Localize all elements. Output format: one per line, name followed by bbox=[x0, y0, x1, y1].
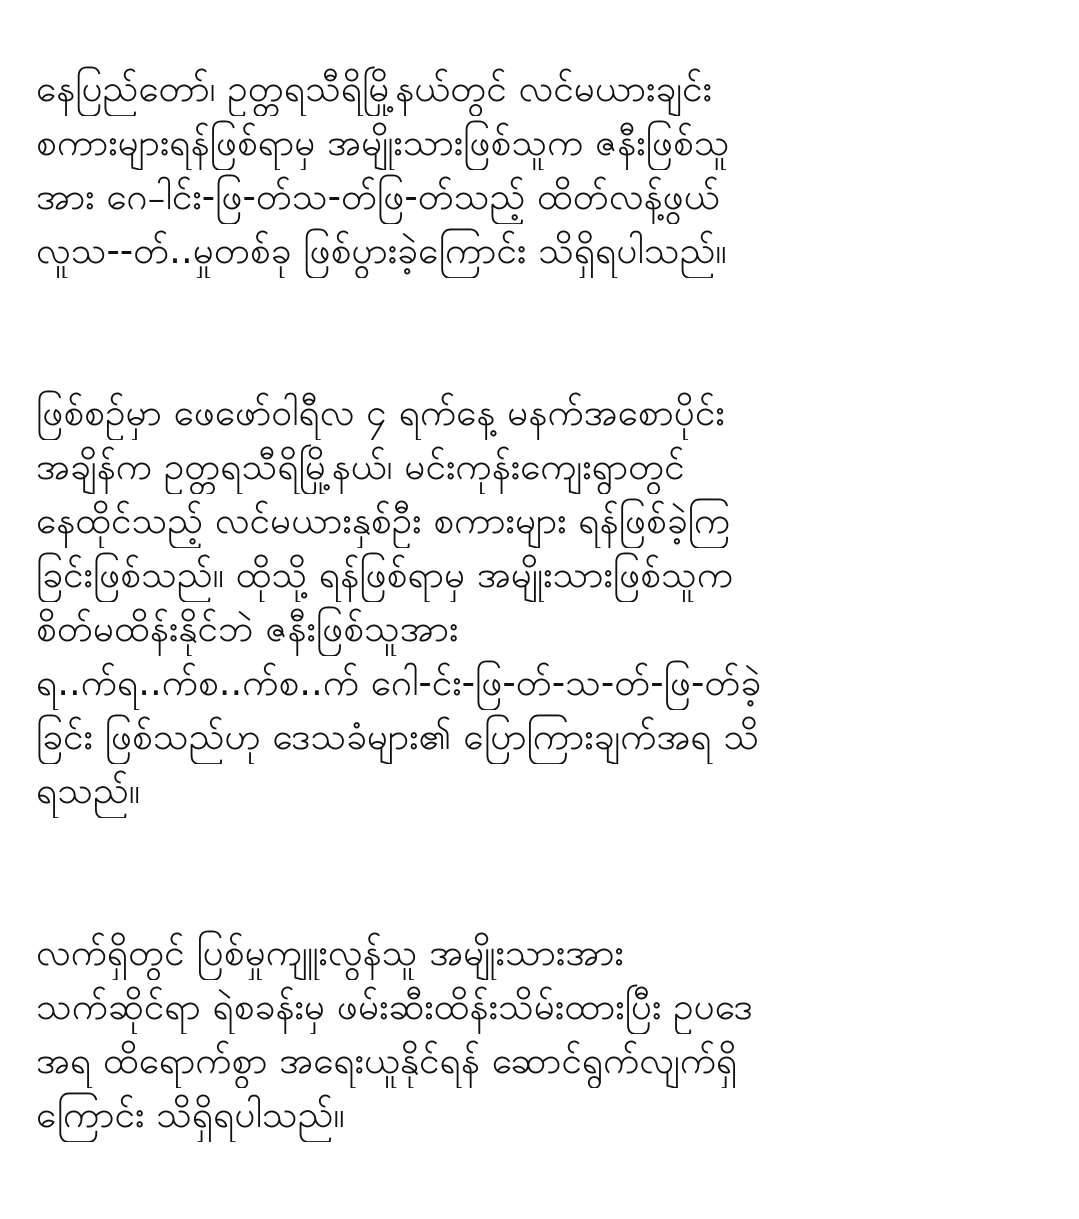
paragraph-1 bbox=[36, 62, 1046, 278]
text-line: စကားများရန်ဖြစ်ရာမှ အမျိုးသားဖြစ်သူက ဇနီးဖြစ်သူ bbox=[36, 121, 730, 164]
article-body bbox=[36, 62, 1046, 1142]
text-line: ခြင်း ဖြစ်သည်ဟု ဒေသခံများ၏ ပြောကြားချက်အရ သိ bbox=[36, 715, 760, 758]
text-line: အချိန်က ဥတ္တရသီရိမြို့နယ်၊ မင်းကုန်းကျေးရွာတွင် bbox=[36, 445, 685, 488]
paragraph-2 bbox=[36, 386, 1046, 818]
text-line: ကြောင်း သိရှိရပါသည်။ bbox=[36, 1093, 345, 1136]
text-line: ရ..က်ရ..က်စ..က်စ..က် ဂေါ-င်း-ဖြ-တ်-သ-တ်-ဖြ-တ်ခဲ့ bbox=[36, 661, 762, 704]
paragraph-3 bbox=[36, 926, 1046, 1142]
text-line: ဖြစ်စဉ်မှာ ဖေဖော်ဝါရီလ ၄ ရက်နေ့ မနက်အစောပိုင်း bbox=[36, 391, 725, 434]
text-line: စိတ်မထိန်းနိုင်ဘဲ ဇနီးဖြစ်သူအား bbox=[36, 607, 459, 650]
text-line: နေပြည်တော်၊ ဥတ္တရသီရိမြို့နယ်တွင် လင်မယားချင်း bbox=[36, 67, 712, 110]
text-line: အား ဂေ-ါင်း-ဖြ-တ်သ-တ်ဖြ-တ်သည့် ထိတ်လန့်ဖွယ် bbox=[36, 175, 720, 218]
text-line: သက်ဆိုင်ရာ ရဲစခန်းမှ ဖမ်းဆီးထိန်းသိမ်းထားပြီး ဥပဒေ bbox=[36, 985, 753, 1028]
text-line: ခြင်းဖြစ်သည်။ ထိုသို့ ရန်ဖြစ်ရာမှ အမျိုးသားဖြစ်သူက bbox=[36, 553, 734, 596]
paragraph-spacer bbox=[36, 818, 1046, 926]
text-line: ရသည်။ bbox=[36, 769, 140, 812]
text-line: လက်ရှိတွင် ပြစ်မှုကျူးလွန်သူ အမျိုးသားအား bbox=[36, 931, 624, 974]
paragraph-spacer bbox=[36, 278, 1046, 386]
text-line: အရ ထိရောက်စွာ အရေးယူနိုင်ရန် ဆောင်ရွက်လျက်ရှိ bbox=[36, 1039, 738, 1082]
text-line: နေထိုင်သည့် လင်မယားနှစ်ဦး စကားများ ရန်ဖြစ်ခဲ့ကြ bbox=[36, 499, 731, 542]
text-line: လူသ--တ်..မှုတစ်ခု ဖြစ်ပွားခဲ့ကြောင်း သိရှိရပါသည်။ bbox=[36, 229, 727, 272]
